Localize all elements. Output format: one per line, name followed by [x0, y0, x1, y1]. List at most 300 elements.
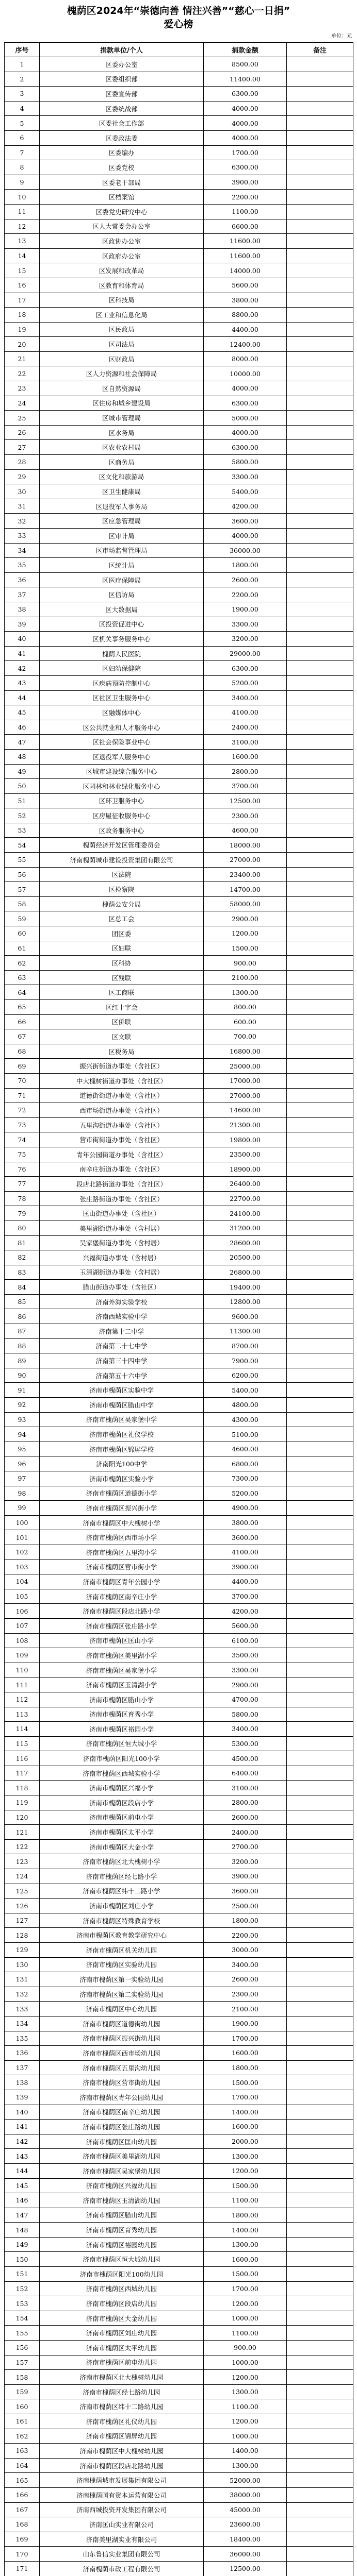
- donor-name: 区教育和体育局: [40, 278, 204, 293]
- table-row: [5, 1368, 353, 1383]
- table-row: [5, 1295, 353, 1310]
- donation-amount: 1500.00: [204, 2179, 287, 2193]
- donation-amount: 2700.00: [204, 1840, 287, 1854]
- table-row: [5, 2547, 353, 2562]
- donor-name: 济南市槐荫区育秀小学: [40, 1707, 204, 1722]
- table-row: [5, 514, 353, 529]
- remark-cell: [287, 1265, 353, 1280]
- remark-cell: [287, 1353, 353, 1368]
- table-row: [5, 779, 353, 794]
- donation-amount: 8800.00: [204, 308, 287, 322]
- donation-amount: 23600.00: [204, 2517, 287, 2532]
- row-number: 19: [5, 323, 40, 337]
- donor-name: 区民政局: [40, 323, 204, 337]
- remark-cell: [287, 941, 353, 956]
- table-row: [5, 2517, 353, 2532]
- donor-name: 区档案馆: [40, 190, 204, 204]
- donor-name: 济南市槐荫区道德街小学: [40, 1486, 204, 1501]
- donation-amount: 2600.00: [204, 573, 287, 587]
- row-number: 144: [5, 2164, 40, 2178]
- table-row: [5, 455, 353, 470]
- remark-cell: [287, 1192, 353, 1206]
- donor-name: 济南市槐荫区振兴街小学: [40, 1501, 204, 1515]
- donation-amount: 1200.00: [204, 2164, 287, 2178]
- donor-name: 区税务局: [40, 1044, 204, 1059]
- donor-name: 区投资促进中心: [40, 617, 204, 632]
- row-number: 28: [5, 455, 40, 469]
- table-row: [5, 205, 353, 219]
- table-row: [5, 1545, 353, 1560]
- row-number: 97: [5, 1471, 40, 1486]
- donation-amount: 6600.00: [204, 219, 287, 234]
- remark-cell: [287, 293, 353, 308]
- remark-cell: [287, 1103, 353, 1117]
- table-row: [5, 2238, 353, 2252]
- donation-amount: 22700.00: [204, 1192, 287, 1206]
- table-row: [5, 2296, 353, 2311]
- donation-amount: 27000.00: [204, 853, 287, 867]
- table-row: [5, 985, 353, 1000]
- table-row: [5, 263, 353, 278]
- row-number: 72: [5, 1103, 40, 1117]
- row-number: 116: [5, 1751, 40, 1766]
- remark-cell: [287, 985, 353, 999]
- remark-cell: [287, 2429, 353, 2444]
- row-number: 10: [5, 190, 40, 204]
- donor-name: 区信访局: [40, 587, 204, 602]
- table-row: [5, 2385, 353, 2400]
- donation-amount: 11600.00: [204, 234, 287, 248]
- table-row: [5, 470, 353, 485]
- donation-amount: 6300.00: [204, 440, 287, 454]
- donation-amount: 3400.00: [204, 691, 287, 705]
- remark-cell: [287, 1737, 353, 1751]
- row-number: 152: [5, 2282, 40, 2296]
- row-number: 125: [5, 1884, 40, 1899]
- remark-cell: [287, 1574, 353, 1589]
- remark-cell: [287, 1501, 353, 1515]
- row-number: 145: [5, 2179, 40, 2193]
- donation-amount: 12500.00: [204, 794, 287, 808]
- remark-cell: [287, 691, 353, 705]
- table-row: [5, 175, 353, 190]
- row-number: 61: [5, 941, 40, 956]
- row-number: 112: [5, 1692, 40, 1707]
- row-number: 34: [5, 544, 40, 558]
- remark-cell: [287, 1147, 353, 1162]
- row-number: 18: [5, 308, 40, 322]
- donor-name: 济南槐荫城市发展集团有限公司: [40, 2473, 204, 2487]
- remark-cell: [287, 1840, 353, 1854]
- table-row: [5, 2193, 353, 2208]
- donation-amount: 28600.00: [204, 1236, 287, 1250]
- table-row: [5, 366, 353, 381]
- donation-amount: 10000.00: [204, 366, 287, 381]
- remark-cell: [287, 2120, 353, 2134]
- donation-amount: 36000.00: [204, 544, 287, 558]
- table-row: [5, 1103, 353, 1118]
- table-row: [5, 1943, 353, 1958]
- donation-amount: 1700.00: [204, 146, 287, 160]
- donor-name: 团区委: [40, 926, 204, 941]
- remark-cell: [287, 455, 353, 469]
- remark-cell: [287, 823, 353, 838]
- row-number: 16: [5, 278, 40, 293]
- table-row: [5, 2503, 353, 2518]
- row-number: 77: [5, 1177, 40, 1191]
- donor-name: 区住房和城乡建设局: [40, 396, 204, 411]
- row-number: 139: [5, 2090, 40, 2105]
- donation-amount: 12800.00: [204, 1295, 287, 1309]
- remark-cell: [287, 131, 353, 145]
- row-number: 167: [5, 2503, 40, 2517]
- donor-name: 腊山街道办事处（含社区）: [40, 1280, 204, 1294]
- remark-cell: [287, 926, 353, 941]
- row-number: 20: [5, 337, 40, 351]
- donation-amount: 1000.00: [204, 2429, 287, 2444]
- table-row: [5, 2429, 353, 2444]
- row-number: 70: [5, 1074, 40, 1088]
- donation-amount: 5300.00: [204, 1737, 287, 1751]
- table-row: [5, 765, 353, 779]
- donation-amount: 4100.00: [204, 1545, 287, 1560]
- table-row: [5, 381, 353, 396]
- row-number: 154: [5, 2311, 40, 2326]
- donor-name: 济南市槐荫区段店北路幼儿园: [40, 2459, 204, 2473]
- table-row: [5, 1221, 353, 1236]
- donation-amount: 5800.00: [204, 1707, 287, 1722]
- donation-amount: 4300.00: [204, 1413, 287, 1427]
- row-number: 118: [5, 1781, 40, 1795]
- donation-amount: 5100.00: [204, 1427, 287, 1442]
- table-row: [5, 2488, 353, 2503]
- donor-name: 振兴街街道办事处（含社区）: [40, 1059, 204, 1073]
- row-number: 165: [5, 2473, 40, 2487]
- donor-name: 区城市建设综合服务中心: [40, 765, 204, 779]
- donor-name: 区疾病预防控制中心: [40, 676, 204, 690]
- remark-cell: [287, 529, 353, 543]
- remark-cell: [287, 2414, 353, 2429]
- table-row: [5, 1574, 353, 1589]
- donation-amount: 6300.00: [204, 160, 287, 175]
- donation-amount: 4600.00: [204, 1442, 287, 1456]
- donation-amount: 11300.00: [204, 1324, 287, 1338]
- remark-cell: [287, 1722, 353, 1736]
- donation-amount: 1400.00: [204, 2444, 287, 2458]
- donation-amount: 3000.00: [204, 1943, 287, 1957]
- donor-name: 济南市槐荫区兴福小学: [40, 1781, 204, 1795]
- donation-amount: 1600.00: [204, 2046, 287, 2060]
- donation-amount: 1000.00: [204, 2311, 287, 2326]
- donor-name: 槐荫经济开发区管理委员会: [40, 838, 204, 852]
- remark-cell: [287, 116, 353, 130]
- donation-amount: 3700.00: [204, 1589, 287, 1604]
- donation-amount: 24100.00: [204, 1206, 287, 1221]
- donor-name: 济南市槐荫区吴家堡中学: [40, 1413, 204, 1427]
- row-number: 168: [5, 2517, 40, 2532]
- donation-amount: 19800.00: [204, 1132, 287, 1147]
- donor-name: 区人大常委会办公室: [40, 219, 204, 234]
- row-number: 74: [5, 1132, 40, 1147]
- donor-name: 济南市槐荫区裕园小学: [40, 1722, 204, 1736]
- donor-name: 济南第五十六中学: [40, 1368, 204, 1383]
- table-row: [5, 440, 353, 455]
- donation-amount: 1200.00: [204, 2370, 287, 2384]
- table-row: [5, 558, 353, 573]
- donation-amount: 5200.00: [204, 1486, 287, 1501]
- donor-name: 区审计局: [40, 529, 204, 543]
- donor-name: 济南市槐荫区吴家堡幼儿园: [40, 2164, 204, 2178]
- donation-amount: 3600.00: [204, 514, 287, 528]
- table-row: [5, 926, 353, 941]
- row-number: 17: [5, 293, 40, 308]
- donation-amount: 3900.00: [204, 1869, 287, 1884]
- donor-name: 济南市槐荫区腊山幼儿园: [40, 2208, 204, 2223]
- donation-amount: 2100.00: [204, 971, 287, 985]
- donation-amount: 3200.00: [204, 1854, 287, 1869]
- remark-cell: [287, 1177, 353, 1191]
- remark-cell: [287, 1648, 353, 1663]
- row-number: 162: [5, 2429, 40, 2444]
- remark-cell: [287, 1604, 353, 1618]
- remark-cell: [287, 2488, 353, 2502]
- donation-amount: 1500.00: [204, 2267, 287, 2281]
- row-number: 22: [5, 366, 40, 381]
- remark-cell: [287, 2282, 353, 2296]
- donation-amount: 18000.00: [204, 838, 287, 852]
- donor-name: 济南市槐荫区裕园幼儿园: [40, 2238, 204, 2252]
- donation-amount: 4200.00: [204, 499, 287, 514]
- table-row: [5, 691, 353, 706]
- donation-amount: 3500.00: [204, 1648, 287, 1663]
- row-number: 151: [5, 2267, 40, 2281]
- table-row: [5, 2252, 353, 2267]
- row-number: 87: [5, 1324, 40, 1338]
- table-header-row: [5, 43, 353, 57]
- donation-amount: 1900.00: [204, 2016, 287, 2031]
- remark-cell: [287, 1987, 353, 2002]
- table-row: [5, 2075, 353, 2090]
- row-number: 94: [5, 1427, 40, 1442]
- table-row: [5, 1899, 353, 1913]
- donation-amount: 23400.00: [204, 868, 287, 882]
- row-number: 29: [5, 470, 40, 484]
- row-number: 78: [5, 1192, 40, 1206]
- donor-name: 区委编办: [40, 146, 204, 160]
- row-number: 13: [5, 234, 40, 248]
- remark-cell: [287, 705, 353, 720]
- remark-cell: [287, 2105, 353, 2120]
- remark-cell: [287, 632, 353, 646]
- donor-name: 区委宣传部: [40, 87, 204, 101]
- table-row: [5, 911, 353, 926]
- donation-amount: 3700.00: [204, 779, 287, 793]
- remark-cell: [287, 1309, 353, 1324]
- donation-amount: 4400.00: [204, 1574, 287, 1589]
- donor-name: 兴福街道办事处（含村居）: [40, 1250, 204, 1265]
- table-row: [5, 1840, 353, 1855]
- row-number: 149: [5, 2238, 40, 2252]
- donor-name: 济南市槐荫区恒大城小学: [40, 1737, 204, 1751]
- table-row: [5, 1044, 353, 1059]
- donation-amount: 1800.00: [204, 558, 287, 572]
- table-row: [5, 1737, 353, 1752]
- remark-cell: [287, 1398, 353, 1412]
- donation-amount: 4200.00: [204, 1604, 287, 1618]
- table-row: [5, 57, 353, 72]
- row-number: 53: [5, 823, 40, 838]
- remark-cell: [287, 617, 353, 632]
- donation-amount: 3300.00: [204, 470, 287, 484]
- row-number: 88: [5, 1339, 40, 1353]
- donation-amount: 1800.00: [204, 1913, 287, 1928]
- donation-amount: 3400.00: [204, 1722, 287, 1736]
- donor-name: 区房屋征收服务中心: [40, 808, 204, 823]
- remark-cell: [287, 1456, 353, 1471]
- remark-cell: [287, 1118, 353, 1132]
- remark-cell: [287, 1825, 353, 1839]
- donation-amount: 6300.00: [204, 87, 287, 101]
- row-number: 81: [5, 1236, 40, 1250]
- remark-cell: [287, 1781, 353, 1795]
- donation-amount: 3600.00: [204, 1884, 287, 1899]
- donor-name: 济南市槐荫区振兴街幼儿园: [40, 2031, 204, 2046]
- row-number: 44: [5, 691, 40, 705]
- donation-amount: 1600.00: [204, 750, 287, 764]
- row-number: 52: [5, 808, 40, 823]
- donor-name: 区工业和信息化局: [40, 308, 204, 322]
- row-number: 146: [5, 2193, 40, 2208]
- table-row: [5, 1634, 353, 1649]
- table-row: [5, 1265, 353, 1280]
- table-row: [5, 1353, 353, 1368]
- donation-amount: 2200.00: [204, 190, 287, 204]
- table-row: [5, 1118, 353, 1133]
- table-row: [5, 1280, 353, 1295]
- donation-amount: 1000.00: [204, 2355, 287, 2370]
- remark-cell: [287, 470, 353, 484]
- row-number: 65: [5, 1000, 40, 1014]
- table-row: [5, 396, 353, 411]
- table-row: [5, 2016, 353, 2031]
- remark-cell: [287, 2046, 353, 2060]
- donation-amount: 1200.00: [204, 2414, 287, 2429]
- row-number: 68: [5, 1044, 40, 1059]
- table-row: [5, 1648, 353, 1663]
- table-row: [5, 2208, 353, 2223]
- remark-cell: [287, 1000, 353, 1014]
- table-row: [5, 2341, 353, 2355]
- row-number: 129: [5, 1943, 40, 1957]
- remark-cell: [287, 160, 353, 175]
- remark-cell: [287, 1427, 353, 1442]
- remark-cell: [287, 1707, 353, 1722]
- remark-cell: [287, 1958, 353, 1972]
- donor-name: 青年公园街道办事处（含社区）: [40, 1147, 204, 1162]
- row-number: 75: [5, 1147, 40, 1162]
- row-number: 4: [5, 101, 40, 116]
- donation-amount: 29000.00: [204, 647, 287, 661]
- table-row: [5, 2311, 353, 2326]
- donor-name: 区红十字会: [40, 1000, 204, 1014]
- donation-amount: 2800.00: [204, 1795, 287, 1810]
- row-number: 23: [5, 381, 40, 396]
- row-number: 95: [5, 1442, 40, 1456]
- remark-cell: [287, 1928, 353, 1942]
- donation-amount: 6300.00: [204, 396, 287, 411]
- row-number: 113: [5, 1707, 40, 1722]
- donor-name: 区医疗保障局: [40, 573, 204, 587]
- donor-name: 济南市槐荫区段店幼儿园: [40, 2296, 204, 2311]
- row-number: 62: [5, 956, 40, 970]
- remark-cell: [287, 381, 353, 396]
- table-row: [5, 941, 353, 956]
- donor-name: 济南市槐荫区五里沟小学: [40, 1545, 204, 1560]
- table-row: [5, 1456, 353, 1471]
- table-row: [5, 544, 353, 558]
- row-number: 54: [5, 838, 40, 852]
- table-row: [5, 882, 353, 897]
- table-row: [5, 2444, 353, 2459]
- donation-amount: 1100.00: [204, 205, 287, 219]
- row-number: 117: [5, 1766, 40, 1781]
- remark-cell: [287, 426, 353, 440]
- donor-name: 济南市槐荫区中大槐树小学: [40, 1516, 204, 1530]
- row-number: 73: [5, 1118, 40, 1132]
- donation-amount: 3800.00: [204, 1516, 287, 1530]
- table-row: [5, 1884, 353, 1899]
- donor-name: 济南第三十四中学: [40, 1353, 204, 1368]
- donation-amount: 4600.00: [204, 823, 287, 838]
- row-number: 161: [5, 2414, 40, 2429]
- donation-amount: 1300.00: [204, 2385, 287, 2399]
- donor-name: 济南市槐荫区经七路小学: [40, 1869, 204, 1884]
- row-number: 143: [5, 2149, 40, 2163]
- remark-cell: [287, 2341, 353, 2355]
- donation-amount: 3900.00: [204, 1560, 287, 1574]
- donation-amount: 2900.00: [204, 1677, 287, 1692]
- row-number: 93: [5, 1413, 40, 1427]
- remark-cell: [287, 1074, 353, 1088]
- table-row: [5, 1029, 353, 1044]
- table-row: [5, 1972, 353, 1987]
- remark-cell: [287, 72, 353, 87]
- row-number: 109: [5, 1648, 40, 1663]
- row-number: 164: [5, 2459, 40, 2473]
- donation-amount: 14700.00: [204, 882, 287, 896]
- donation-amount: 900.00: [204, 956, 287, 970]
- row-number: 12: [5, 219, 40, 234]
- remark-cell: [287, 720, 353, 735]
- row-number: 157: [5, 2355, 40, 2370]
- table-row: [5, 2179, 353, 2194]
- table-row: [5, 1722, 353, 1737]
- table-row: [5, 2149, 353, 2164]
- table-row: [5, 1177, 353, 1192]
- donor-name: 济南市槐荫区前屯小学: [40, 1810, 204, 1825]
- table-row: [5, 1206, 353, 1221]
- donor-name: 区检察院: [40, 882, 204, 896]
- remark-cell: [287, 882, 353, 896]
- donor-name: 济南市槐荫区北大槐树小学: [40, 1854, 204, 1869]
- donor-name: 济南市槐荫区恒大城幼儿园: [40, 2252, 204, 2266]
- donor-name: 济南匡山实业有限公司: [40, 2517, 204, 2532]
- table-row: [5, 1825, 353, 1840]
- donation-amount: 4400.00: [204, 323, 287, 337]
- donation-amount: 58000.00: [204, 897, 287, 911]
- donation-amount: 1400.00: [204, 2223, 287, 2237]
- row-number: 89: [5, 1353, 40, 1368]
